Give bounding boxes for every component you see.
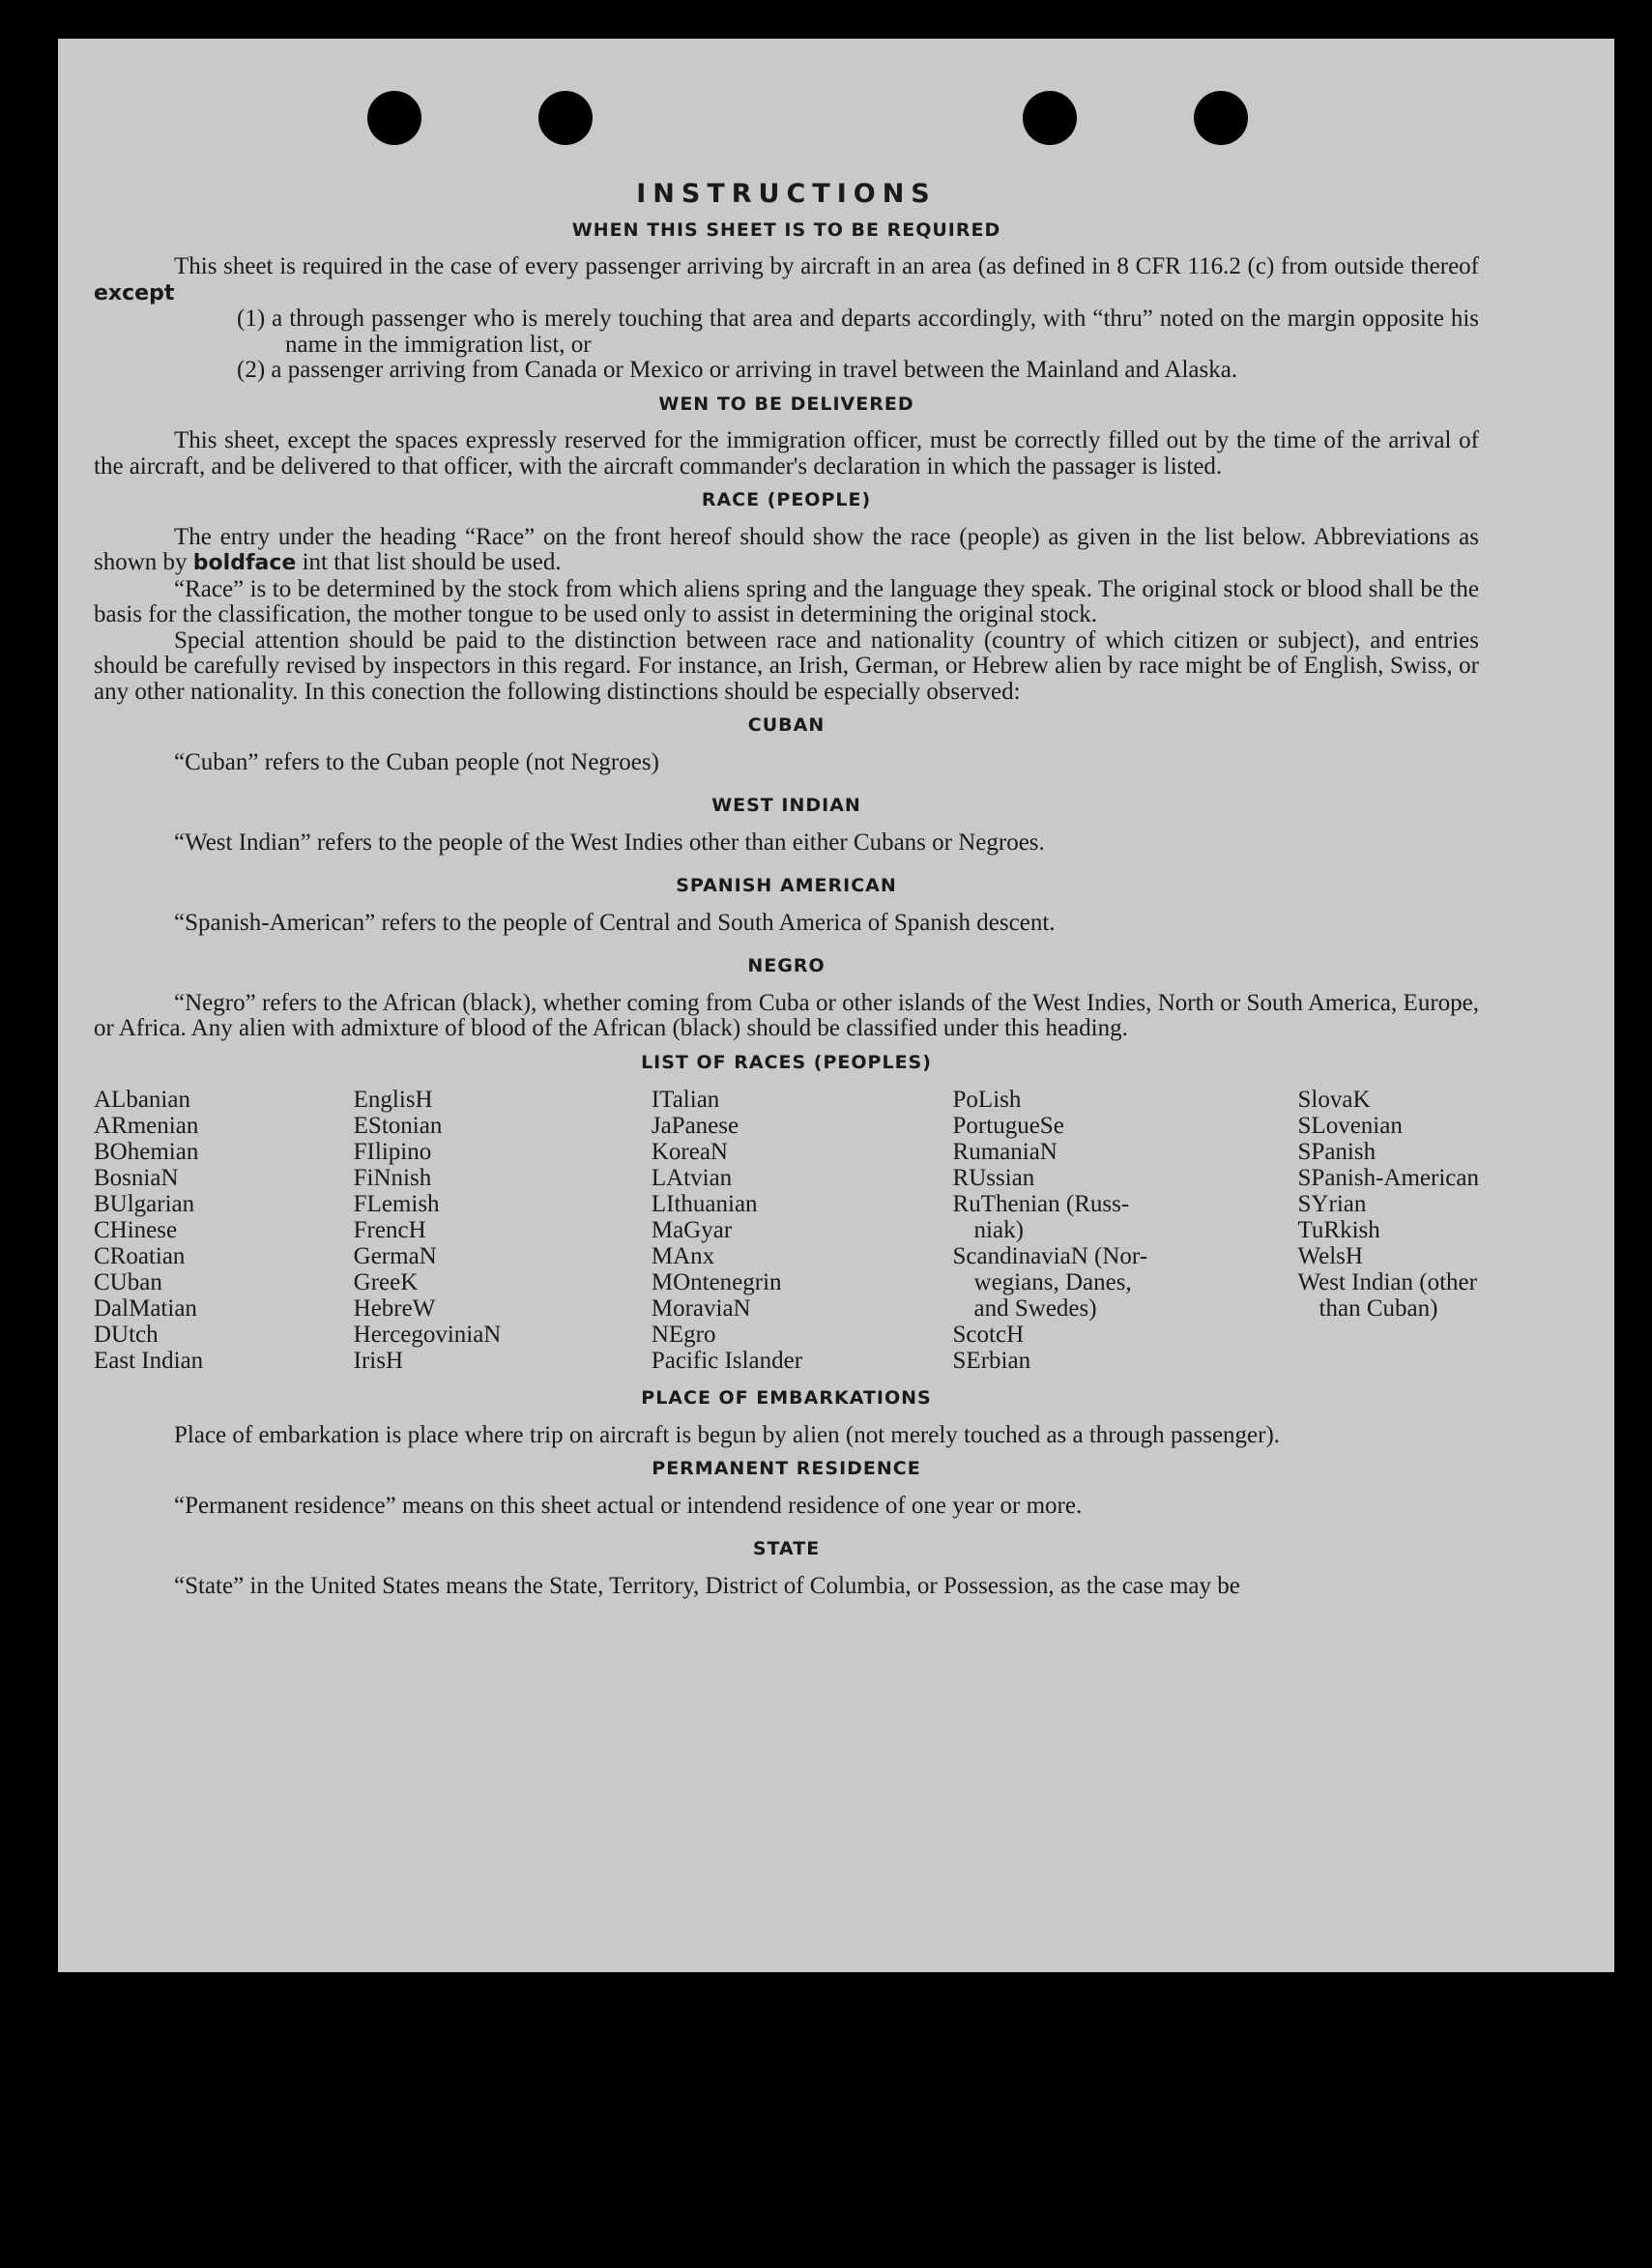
instructions-content xyxy=(94,179,1479,1599)
heading-list-of-races: LIST OF RACES (PEOPLES) xyxy=(641,1051,932,1073)
race-paragraph-1: The entry under the heading “Race” on the front hereof should show the race (people) as given in the list below. Abbreviations as shown by boldface int that list should be used. xyxy=(94,523,1479,575)
west-indian-text: “West Indian” refers to the people of the West Indies other than either Cubans or Negroes. xyxy=(174,829,1045,856)
race-item: MaGyar xyxy=(651,1217,733,1243)
race-item: GreeK xyxy=(353,1269,419,1295)
race-item: West Indian (other xyxy=(1297,1269,1477,1295)
page-title: INSTRUCTIONS xyxy=(636,179,937,209)
race-item: WelsH xyxy=(1297,1243,1363,1269)
race-item: KoreaN xyxy=(651,1139,728,1165)
punch-hole xyxy=(538,91,593,145)
race-item: SYrian xyxy=(1297,1191,1367,1217)
exception-item-2: (2) a passenger arriving from Canada or Mexico or arriving in travel between the Mainland and Alaska. xyxy=(237,357,1238,383)
race-paragraph-2: “Race” is to be determined by the stock from which aliens spring and the language they speak. The original stock or blood shall be the basis for the classification, the mother tongue to be used only to assist in determining the original stock. xyxy=(94,575,1479,627)
race-item: ALbanian xyxy=(94,1087,190,1113)
race-item: East Indian xyxy=(94,1348,204,1374)
race-item: SErbian xyxy=(952,1348,1031,1374)
race-item: than Cuban) xyxy=(1319,1295,1438,1322)
races-list xyxy=(94,1087,1479,1374)
punch-hole xyxy=(1194,91,1248,145)
race-item: MAnx xyxy=(651,1243,715,1269)
race-item: RUssian xyxy=(952,1165,1035,1191)
heading-when-delivered: WEN TO BE DELIVERED xyxy=(658,393,914,415)
race-item: DUtch xyxy=(94,1322,159,1348)
race-item: and Swedes) xyxy=(973,1295,1097,1322)
spanish-american-text: “Spanish-American” refers to the people of Central and South America of Spanish descent. xyxy=(174,909,1056,936)
heading-west-indian: WEST INDIAN xyxy=(711,795,861,816)
heading-cuban: CUBAN xyxy=(747,714,826,736)
races-column-3 xyxy=(652,1087,802,1374)
race-item: FLemish xyxy=(353,1191,440,1217)
race-item: CRoatian xyxy=(94,1243,186,1269)
race-item: CHinese xyxy=(94,1217,178,1243)
heading-spanish-american: SPANISH AMERICAN xyxy=(676,875,897,896)
negro-text: “Negro” refers to the African (black), whether coming from Cuba or other islands of the West Indies, North or South America, Europe, or Africa. Any alien with admixture of blood of the African (black) should be classified under this heading. xyxy=(94,989,1479,1041)
race-item: LIthuanian xyxy=(651,1191,758,1217)
heading-state: STATE xyxy=(752,1538,821,1559)
permanent-residence-text: “Permanent residence” means on this sheet actual or intendend residence of one year or more. xyxy=(174,1492,1083,1519)
race-item: TuRkish xyxy=(1297,1217,1380,1243)
race-item: LAtvian xyxy=(651,1165,733,1191)
except-bold: except xyxy=(94,280,175,305)
heading-race: RACE (PEOPLE) xyxy=(701,489,872,510)
boldface-word: boldface xyxy=(192,551,297,575)
race-item: SPanish-American xyxy=(1297,1165,1479,1191)
race-item: PortugueSe xyxy=(952,1113,1064,1139)
race-item: GermaN xyxy=(353,1243,437,1269)
race-item: ARmenian xyxy=(94,1113,199,1139)
when-required-intro: This sheet is required in the case of every passenger arriving by aircraft in an area (as defined in 8 CFR 116.2 (c) from outside thereof except xyxy=(94,253,1479,305)
race-item: NEgro xyxy=(651,1322,716,1348)
heading-when-required: WHEN THIS SHEET IS TO BE REQUIRED xyxy=(571,218,1001,241)
race-item: EnglisH xyxy=(353,1087,433,1113)
race-item: BOhemian xyxy=(94,1139,199,1165)
race-item: CUban xyxy=(94,1269,162,1295)
race-item: FIlipino xyxy=(353,1139,432,1165)
race-item: DalMatian xyxy=(94,1295,197,1322)
races-column-2 xyxy=(354,1087,502,1374)
race-item: HebreW xyxy=(353,1295,436,1322)
state-text: “State” in the United States means the State, Territory, District of Columbia, or Possession, as the case may be xyxy=(174,1572,1240,1599)
race-item: ScotcH xyxy=(952,1322,1025,1348)
race-item: BosniaN xyxy=(94,1165,179,1191)
race-item: RuThenian (Russ- xyxy=(952,1191,1130,1217)
race-item: FiNnish xyxy=(353,1165,432,1191)
document-sheet xyxy=(58,39,1614,1972)
punch-hole xyxy=(367,91,421,145)
race-item: IrisH xyxy=(353,1348,404,1374)
race-item: SPanish xyxy=(1297,1139,1377,1165)
cuban-text: “Cuban” refers to the Cuban people (not Negroes) xyxy=(174,748,659,775)
race-item: niak) xyxy=(973,1217,1024,1243)
race-paragraph-3: Special attention should be paid to the distinction between race and nationality (country of which citizen or subject), and entries should be carefully revised by inspectors in this regard. For instance, an Irish, German, or Hebrew alien by race might be of English, Swiss, or any other nationality. In this conection the following distinctions should be especially observed: xyxy=(94,626,1479,705)
race-item: EStonian xyxy=(353,1113,443,1139)
embarkation-text: Place of embarkation is place where trip on aircraft is begun by alien (not merely touched as a through passenger). xyxy=(174,1421,1281,1448)
race-item: JaPanese xyxy=(651,1113,739,1139)
race-item: HercegoviniaN xyxy=(353,1322,502,1348)
race-item: ScandinaviaN (Nor- xyxy=(952,1243,1148,1269)
race-item: Pacific Islander xyxy=(651,1348,803,1374)
heading-embarkation: PLACE OF EMBARKATIONS xyxy=(641,1387,932,1409)
heading-permanent-residence: PERMANENT RESIDENCE xyxy=(652,1458,921,1479)
race-item: MoraviaN xyxy=(651,1295,751,1322)
race-item: wegians, Danes, xyxy=(973,1269,1132,1295)
heading-negro: NEGRO xyxy=(747,955,826,976)
race-item: SLovenian xyxy=(1297,1113,1403,1139)
races-column-5 xyxy=(1298,1087,1479,1374)
punch-hole xyxy=(1023,91,1077,145)
race-item: RumaniaN xyxy=(952,1139,1058,1165)
races-column-1 xyxy=(94,1087,203,1374)
race-item: MOntenegrin xyxy=(651,1269,782,1295)
race-item: SlovaK xyxy=(1297,1087,1371,1113)
races-column-4 xyxy=(953,1087,1148,1374)
race-item: FrencH xyxy=(353,1217,426,1243)
race-item: PoLish xyxy=(952,1087,1022,1113)
when-delivered-text: This sheet, except the spaces expressly reserved for the immigration officer, must be correctly filled out by the time of the arrival of the aircraft, and be delivered to that officer, with the aircraft commander's declaration in which the passager is listed. xyxy=(94,427,1479,480)
race-item: BUlgarian xyxy=(94,1191,195,1217)
race-item: ITalian xyxy=(651,1087,720,1113)
exception-item-1: (1) a through passenger who is merely touching that area and departs accordingly, with “thru” noted on the margin opposite his name in the immigration list, or xyxy=(237,305,1479,358)
